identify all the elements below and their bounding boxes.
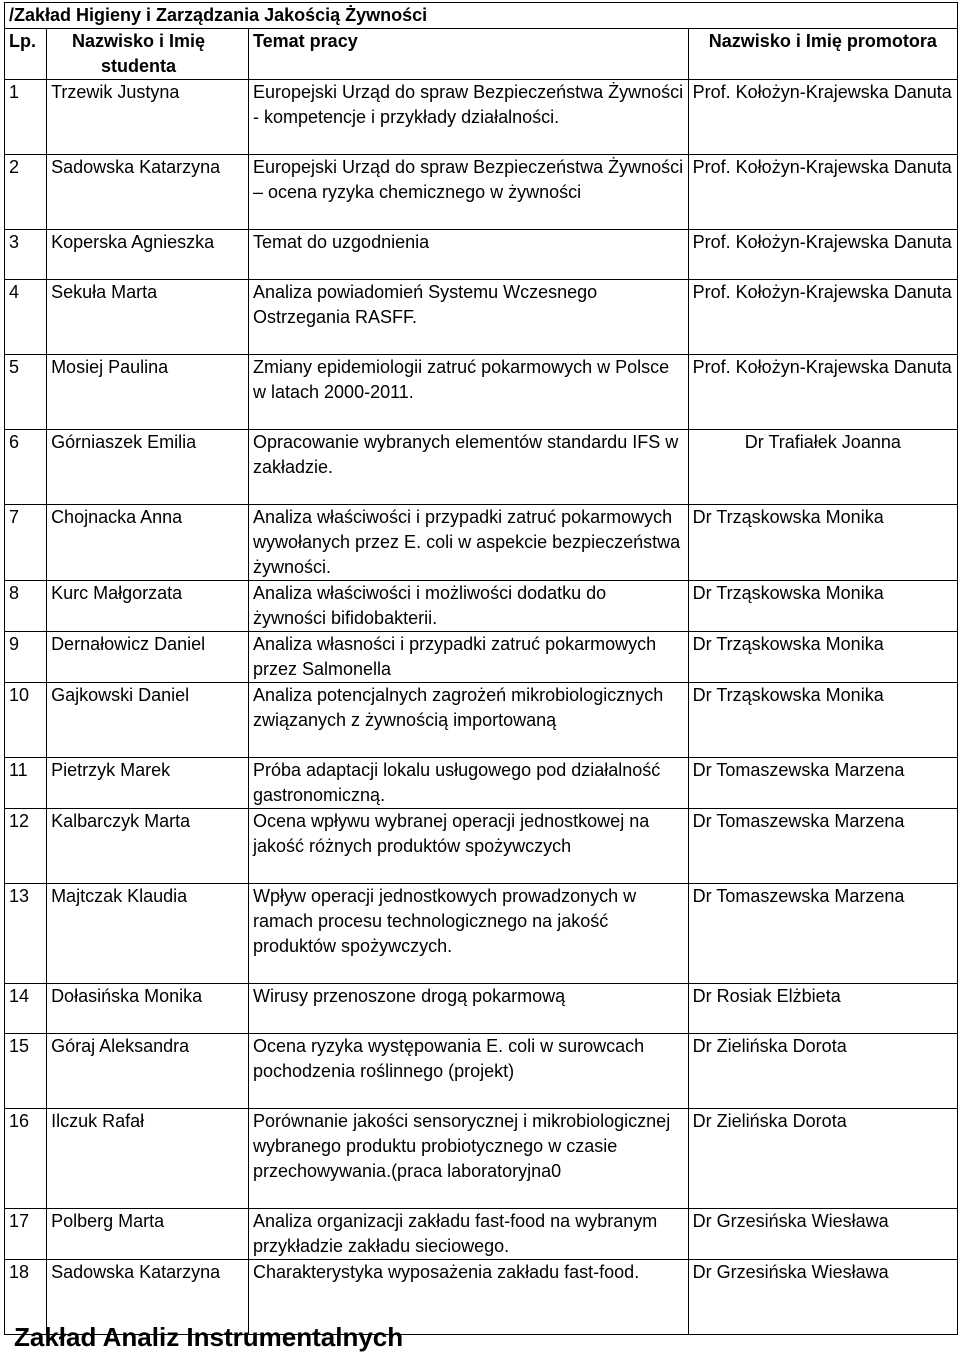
table-row	[5, 1209, 958, 1260]
table-row	[5, 809, 958, 884]
promoter-name: Dr Trząskowska Monika	[688, 581, 957, 632]
student-name: Gajkowski Daniel	[47, 683, 249, 758]
row-number: 2	[5, 155, 47, 230]
promoter-name: Prof. Kołożyn-Krajewska Danuta	[688, 280, 957, 355]
promoter-name: Prof. Kołożyn-Krajewska Danuta	[688, 230, 957, 280]
row-number: 1	[5, 80, 47, 155]
department-row	[5, 3, 958, 29]
student-name: Kalbarczyk Marta	[47, 809, 249, 884]
thesis-topic: Charakterystyka wyposażenia zakładu fast-food.	[249, 1260, 689, 1335]
thesis-topic: Ocena wpływu wybranej operacji jednostkowej na jakość różnych produktów spożywczych	[249, 809, 689, 884]
next-department-heading: Zakład Analiz Instrumentalnych	[14, 1322, 404, 1352]
thesis-topic: Europejski Urząd do spraw Bezpieczeństwa Żywności - kompetencje i przykłady działalności.	[249, 80, 689, 155]
thesis-topic: Analiza powiadomień Systemu Wczesnego Ostrzegania RASFF.	[249, 280, 689, 355]
thesis-topic: Analiza właściwości i przypadki zatruć pokarmowych wywołanych przez E. coli w aspekcie bezpieczeństwa żywności.	[249, 505, 689, 581]
student-name: Górniaszek Emilia	[47, 430, 249, 505]
header-student: Nazwisko i Imię studenta	[47, 29, 249, 80]
table-row	[5, 280, 958, 355]
thesis-topic: Porównanie jakości sensorycznej i mikrobiologicznej wybranego produktu probiotycznego w czasie przechowywania.(praca laboratoryjna0	[249, 1109, 689, 1209]
student-name: Koperska Agnieszka	[47, 230, 249, 280]
promoter-name: Dr Tomaszewska Marzena	[688, 884, 957, 984]
student-name: Ilczuk Rafał	[47, 1109, 249, 1209]
thesis-topic: Analiza potencjalnych zagrożeń mikrobiologicznych związanych z żywnością importowaną	[249, 683, 689, 758]
thesis-topic: Wpływ operacji jednostkowych prowadzonych w ramach procesu technologicznego na jakość produktów spożywczych.	[249, 884, 689, 984]
thesis-topic: Analiza właściwości i możliwości dodatku do żywności bifidobakterii.	[249, 581, 689, 632]
student-name: Dernałowicz Daniel	[47, 632, 249, 683]
table-row	[5, 632, 958, 683]
student-name: Kurc Małgorzata	[47, 581, 249, 632]
thesis-topic: Zmiany epidemiologii zatruć pokarmowych w Polsce w latach 2000-2011.	[249, 355, 689, 430]
student-name: Sadowska Katarzyna	[47, 1260, 249, 1335]
promoter-name: Dr Zielińska Dorota	[688, 1109, 957, 1209]
thesis-topic: Wirusy przenoszone drogą pokarmową	[249, 984, 689, 1034]
table-row	[5, 984, 958, 1034]
student-name: Polberg Marta	[47, 1209, 249, 1260]
student-name: Pietrzyk Marek	[47, 758, 249, 809]
promoter-name: Dr Grzesińska Wiesława	[688, 1260, 957, 1335]
table-row	[5, 355, 958, 430]
thesis-table	[4, 2, 958, 1335]
student-name: Trzewik Justyna	[47, 80, 249, 155]
student-name: Majtczak Klaudia	[47, 884, 249, 984]
table-row	[5, 884, 958, 984]
student-name: Góraj Aleksandra	[47, 1034, 249, 1109]
thesis-topic: Ocena ryzyka występowania E. coli w surowcach pochodzenia roślinnego (projekt)	[249, 1034, 689, 1109]
row-number: 18	[5, 1260, 47, 1335]
row-number: 4	[5, 280, 47, 355]
thesis-topic: Temat do uzgodnienia	[249, 230, 689, 280]
promoter-name: Prof. Kołożyn-Krajewska Danuta	[688, 155, 957, 230]
promoter-name: Prof. Kołożyn-Krajewska Danuta	[688, 80, 957, 155]
table-row	[5, 430, 958, 505]
thesis-topic: Analiza organizacji zakładu fast-food na wybranym przykładzie zakładu sieciowego.	[249, 1209, 689, 1260]
promoter-name: Dr Trząskowska Monika	[688, 683, 957, 758]
row-number: 3	[5, 230, 47, 280]
table-row	[5, 230, 958, 280]
promoter-name: Dr Trafiałek Joanna	[688, 430, 957, 505]
table-row	[5, 80, 958, 155]
row-number: 13	[5, 884, 47, 984]
promoter-name: Prof. Kołożyn-Krajewska Danuta	[688, 355, 957, 430]
student-name: Dołasińska Monika	[47, 984, 249, 1034]
row-number: 12	[5, 809, 47, 884]
department-title: /Zakład Higieny i Zarządzania Jakością Żywności	[5, 3, 958, 29]
row-number: 11	[5, 758, 47, 809]
promoter-name: Dr Trząskowska Monika	[688, 632, 957, 683]
promoter-name: Dr Grzesińska Wiesława	[688, 1209, 957, 1260]
student-name: Sekuła Marta	[47, 280, 249, 355]
header-row	[5, 29, 958, 80]
table-row	[5, 505, 958, 581]
header-lp: Lp.	[5, 29, 47, 80]
row-number: 7	[5, 505, 47, 581]
thesis-topic: Opracowanie wybranych elementów standardu IFS w zakładzie.	[249, 430, 689, 505]
student-name: Chojnacka Anna	[47, 505, 249, 581]
student-name: Sadowska Katarzyna	[47, 155, 249, 230]
promoter-name: Dr Rosiak Elżbieta	[688, 984, 957, 1034]
row-number: 6	[5, 430, 47, 505]
header-topic: Temat pracy	[249, 29, 689, 80]
promoter-name: Dr Tomaszewska Marzena	[688, 809, 957, 884]
row-number: 16	[5, 1109, 47, 1209]
thesis-topic: Próba adaptacji lokalu usługowego pod działalność gastronomiczną.	[249, 758, 689, 809]
table-row	[5, 155, 958, 230]
header-promoter: Nazwisko i Imię promotora	[688, 29, 957, 80]
thesis-topic: Analiza własności i przypadki zatruć pokarmowych przez Salmonella	[249, 632, 689, 683]
table-row	[5, 581, 958, 632]
row-number: 17	[5, 1209, 47, 1260]
table-row	[5, 758, 958, 809]
promoter-name: Dr Trząskowska Monika	[688, 505, 957, 581]
row-number: 14	[5, 984, 47, 1034]
row-number: 8	[5, 581, 47, 632]
thesis-topic: Europejski Urząd do spraw Bezpieczeństwa Żywności – ocena ryzyka chemicznego w żywności	[249, 155, 689, 230]
row-number: 15	[5, 1034, 47, 1109]
table-row	[5, 683, 958, 758]
row-number: 10	[5, 683, 47, 758]
row-number: 5	[5, 355, 47, 430]
student-name: Mosiej Paulina	[47, 355, 249, 430]
promoter-name: Dr Zielińska Dorota	[688, 1034, 957, 1109]
promoter-name: Dr Tomaszewska Marzena	[688, 758, 957, 809]
table-row	[5, 1109, 958, 1209]
table-row	[5, 1034, 958, 1109]
row-number: 9	[5, 632, 47, 683]
